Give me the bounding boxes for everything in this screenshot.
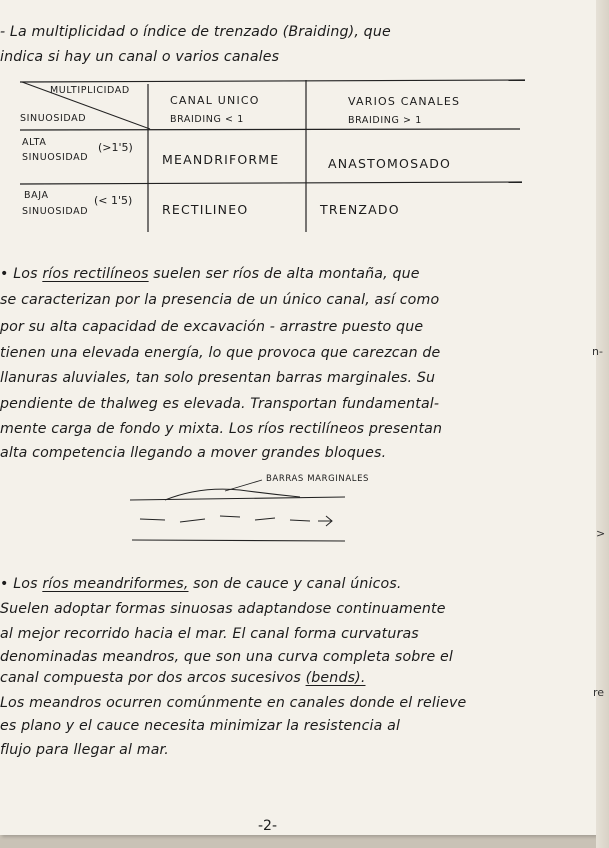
- col1-title: CANAL UNICO: [170, 94, 260, 107]
- para2-line-5-pre: canal compuesta por dos arcos sucesivos: [0, 670, 301, 686]
- page-number: -2-: [258, 818, 278, 834]
- row2-label-b: SINUOSIDAD: [22, 206, 89, 217]
- para2-term: ríos meandriformes,: [42, 576, 189, 592]
- intro-line-1: - La multiplicidad o índice de trenzado (Braiding), que: [0, 24, 391, 40]
- row1-value: (>1'5): [98, 141, 133, 154]
- col2-title: VARIOS CANALES: [348, 95, 461, 108]
- corner-label-sinuosidad: SINUOSIDAD: [20, 113, 87, 124]
- para1-bullet: •: [0, 266, 9, 282]
- row2-varios-canales: TRENZADO: [320, 202, 400, 217]
- corner-label-multiplicidad: MULTIPLICIDAD: [50, 85, 130, 96]
- para2-line-8: flujo para llegar al mar.: [0, 742, 169, 758]
- para1-line-8: alta competencia llegando a mover grandes bloques.: [0, 445, 387, 461]
- sketch-lower-bank: [132, 540, 345, 541]
- para2-line-7: es plano y el cauce necesita minimizar la resistencia al: [0, 718, 401, 734]
- row2-label-a: BAJA: [24, 190, 49, 201]
- col1-subtitle: BRAIDING < 1: [170, 114, 244, 125]
- row1-label-b: SINUOSIDAD: [22, 152, 89, 163]
- edge-mark-3: re: [593, 686, 605, 699]
- para2-line-2: Suelen adoptar formas sinuosas adaptandose continuamente: [0, 601, 446, 617]
- para2-line-6: Los meandros ocurren comúnmente en canales donde el relieve: [0, 695, 467, 711]
- edge-mark-1: n-: [592, 345, 603, 358]
- para2-bends-term: (bends).: [305, 670, 366, 686]
- col2-subtitle: BRAIDING > 1: [348, 115, 422, 126]
- para1-term: ríos rectilíneos: [42, 266, 149, 282]
- sketch-upper-bank: [130, 497, 345, 500]
- para2-line-1: [0, 574, 575, 594]
- sketch-flow-dashes: [140, 516, 310, 522]
- para2-lead: Los: [13, 576, 38, 592]
- row2-value: (< 1'5): [94, 194, 133, 207]
- para1-line-5: llanuras aluviales, tan solo presentan barras marginales. Su: [0, 370, 436, 386]
- intro-line-2: indica si hay un canal o varios canales: [0, 49, 280, 65]
- row1-varios-canales: ANASTOMOSADO: [328, 156, 452, 171]
- para1-line-2: se caracterizan por la presencia de un único canal, así como: [0, 292, 440, 308]
- para2-line-4: denominadas meandros, que son una curva completa sobre el: [0, 649, 453, 665]
- sketch-label-barras: BARRAS MARGINALES: [266, 474, 370, 484]
- row1-canal-unico: MEANDRIFORME: [162, 152, 280, 167]
- para2-line-1-rest: son de cauce y canal únicos.: [193, 576, 402, 592]
- para1-line-3: por su alta capacidad de excavación - arrastre puesto que: [0, 319, 424, 335]
- para1-line-6: pendiente de thalweg es elevada. Transportan fundamental-: [0, 396, 440, 412]
- para1-line-4: tienen una elevada energía, lo que provoca que carezcan de: [0, 345, 441, 361]
- row1-label-a: ALTA: [22, 137, 47, 148]
- edge-mark-2: >: [596, 527, 606, 540]
- para1-lead: Los: [13, 266, 38, 282]
- para2-line-5: [0, 668, 575, 688]
- para1-line-1-rest: suelen ser ríos de alta montaña, que: [153, 266, 420, 282]
- sketch-flow-arrow: [318, 516, 332, 526]
- para2-line-3: al mejor recorrido hacia el mar. El canal forma curvaturas: [0, 626, 419, 642]
- para2-bullet: •: [0, 576, 9, 592]
- sketch-leader-line: [225, 480, 262, 491]
- next-page-edge: [592, 0, 609, 848]
- para1-line-7: mente carga de fondo y mixta. Los ríos rectilíneos presentan: [0, 421, 443, 437]
- row2-canal-unico: RECTILINEO: [162, 202, 249, 217]
